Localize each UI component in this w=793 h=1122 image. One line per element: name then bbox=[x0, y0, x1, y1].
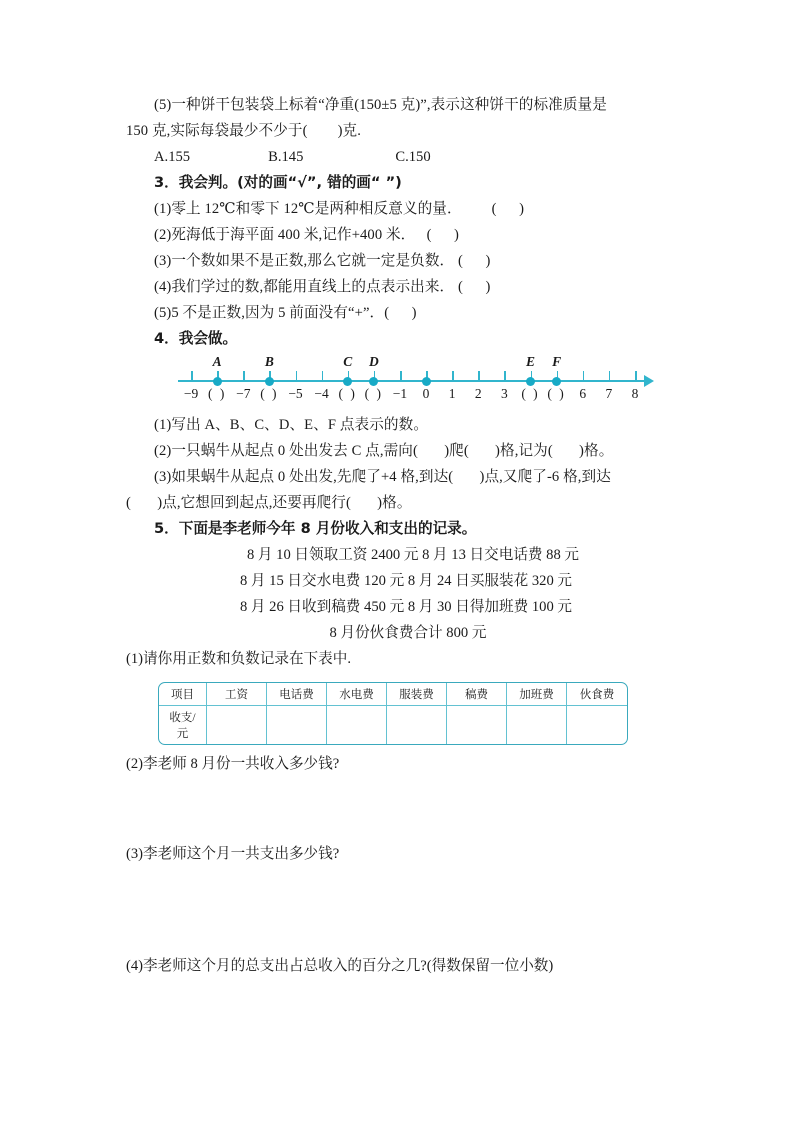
section-4-item-3: (3)如果蜗牛从起点 0 处出发,先爬了+4 格,到达( )点,又爬了-6 格,到达 bbox=[154, 469, 611, 485]
number-line-tick-label: −1 bbox=[392, 386, 408, 401]
table-cell-amount-0[interactable] bbox=[207, 706, 267, 744]
table-header-col-4: 稿费 bbox=[447, 683, 507, 706]
number-line-point-label-c: C bbox=[343, 354, 353, 369]
number-line-blank[interactable]: ( ) bbox=[207, 386, 227, 401]
number-line-tick bbox=[452, 371, 454, 380]
table-cell-amount-3[interactable] bbox=[387, 706, 447, 744]
number-line-blank[interactable]: ( ) bbox=[547, 386, 566, 401]
section-5-record-3: 8 月 26 日收到稿费 450 元 8 月 30 日得加班费 100 元 bbox=[239, 599, 572, 615]
table-header-col-3: 服装费 bbox=[387, 683, 447, 706]
number-line-point-label-e: E bbox=[525, 354, 536, 369]
number-line-tick-label: −9 bbox=[183, 386, 199, 401]
number-line bbox=[178, 356, 658, 410]
table-header-item: 项目 bbox=[159, 683, 207, 706]
number-line-tick-label: 1 bbox=[448, 386, 456, 401]
number-line-point-e bbox=[526, 377, 535, 386]
number-line-tick-label: −7 bbox=[236, 386, 251, 401]
number-line-tick bbox=[243, 371, 245, 380]
number-line-point-f bbox=[552, 377, 561, 386]
section-3-heading: 3．我会判。(对的画“√”, 错的画“ ”) bbox=[154, 174, 402, 191]
table-cell-amount-6[interactable] bbox=[567, 706, 627, 744]
table-cell-amount-1[interactable] bbox=[267, 706, 327, 744]
question-5-line2: 150 克,实际每袋最少不少于( )克. bbox=[126, 123, 361, 139]
table-cell-amount-4[interactable] bbox=[447, 706, 507, 744]
section-4-item-4: ( )点,它想回到起点,还要再爬行( )格。 bbox=[126, 495, 412, 511]
answer-space-2[interactable] bbox=[126, 777, 686, 841]
number-line-point-d bbox=[369, 377, 378, 386]
section-5-record-2: 8 月 15 日交水电费 120 元 8 月 24 日买服装花 320 元 bbox=[239, 573, 572, 589]
number-line-tick-label: 7 bbox=[605, 386, 613, 401]
number-line-point-label-d: D bbox=[368, 354, 379, 369]
table-header-col-1: 电话费 bbox=[267, 683, 327, 706]
section-5-heading: 5．下面是李老师今年 8 月份收入和支出的记录。 bbox=[154, 520, 477, 537]
section-4-heading: 4．我会做。 bbox=[154, 330, 238, 347]
section-3-item-1: (1)零上 12℃和零下 12℃是两种相反意义的量． ( ) bbox=[154, 201, 525, 217]
table-cell-amount-2[interactable] bbox=[327, 706, 387, 744]
section-5-sub-1: (1)请你用正数和负数记录在下表中. bbox=[126, 651, 351, 667]
number-line-tick bbox=[635, 371, 637, 380]
number-line-tick-label: −4 bbox=[314, 386, 329, 401]
income-expense-table-wrap bbox=[158, 682, 686, 745]
table-header-col-6: 伙食费 bbox=[567, 683, 627, 706]
number-line-point-a bbox=[213, 377, 222, 386]
number-line-tick-label: 3 bbox=[501, 386, 508, 401]
question-5-choices bbox=[126, 144, 686, 170]
number-line-tick-label: 2 bbox=[474, 386, 482, 401]
table-header-col-2: 水电费 bbox=[327, 683, 387, 706]
section-4-item-2: (2)一只蜗牛从起点 0 处出发去 C 点,需向( )爬( )格,记为( )格。 bbox=[154, 443, 614, 459]
number-line-tick-label: 0 bbox=[422, 386, 430, 401]
table-header-amount: 收支/元 bbox=[159, 706, 207, 744]
table-cell-amount-5[interactable] bbox=[507, 706, 567, 744]
section-5-record-4: 8 月份伙食费合计 800 元 bbox=[329, 625, 487, 641]
number-line-tick bbox=[478, 371, 480, 380]
section-3-item-3: (3)一个数如果不是正数,那么它就一定是负数． ( ) bbox=[154, 253, 491, 269]
number-line-tick bbox=[400, 371, 402, 380]
worksheet-content bbox=[126, 92, 686, 979]
number-line-point-origin bbox=[422, 377, 431, 386]
table-row bbox=[159, 706, 627, 744]
section-5-sub-2: (2)李老师 8 月份一共收入多少钱? bbox=[126, 756, 340, 772]
number-line-blank[interactable]: ( ) bbox=[260, 386, 279, 401]
section-5-record-1: 8 月 10 日领取工资 2400 元 8 月 13 日交电话费 88 元 bbox=[246, 547, 579, 563]
table-row bbox=[159, 683, 627, 706]
table-header-col-5: 加班费 bbox=[507, 683, 567, 706]
number-line-tick bbox=[191, 371, 193, 380]
choice-b[interactable]: B.145 bbox=[268, 149, 304, 165]
number-line-blank[interactable]: ( ) bbox=[338, 386, 357, 401]
income-expense-table bbox=[158, 682, 628, 745]
section-3-item-5: (5)5 不是正数,因为 5 前面没有“+”．( ) bbox=[154, 305, 417, 321]
number-line-figure bbox=[126, 356, 686, 410]
number-line-tick bbox=[609, 371, 611, 380]
number-line-axis bbox=[178, 380, 648, 382]
number-line-tick-label: −5 bbox=[288, 386, 303, 401]
number-line-point-c bbox=[343, 377, 352, 386]
number-line-point-label-a: A bbox=[212, 354, 222, 369]
number-line-tick bbox=[504, 371, 506, 380]
number-line-tick bbox=[322, 371, 324, 380]
number-line-arrow-icon bbox=[644, 375, 654, 387]
number-line-tick bbox=[583, 371, 585, 380]
choice-a[interactable]: A.155 bbox=[154, 149, 191, 165]
table-header-col-0: 工资 bbox=[207, 683, 267, 706]
number-line-blank[interactable]: ( ) bbox=[521, 386, 540, 401]
section-4-item-1: (1)写出 A、B、C、D、E、F 点表示的数。 bbox=[154, 417, 429, 433]
section-5-sub-3: (3)李老师这个月一共支出多少钱? bbox=[126, 846, 340, 862]
section-3-item-2: (2)死海低于海平面 400 米,记作+400 米． ( ) bbox=[154, 227, 460, 243]
question-5-line1: (5)一种饼干包装袋上标着“净重(150±5 克)”,表示这种饼干的标准质量是 bbox=[154, 97, 607, 113]
choice-c[interactable]: C.150 bbox=[395, 149, 431, 165]
number-line-point-label-f: F bbox=[552, 354, 562, 369]
answer-space-3[interactable] bbox=[126, 867, 686, 953]
number-line-point-b bbox=[265, 377, 274, 386]
number-line-point-label-b: B bbox=[264, 354, 274, 369]
number-line-tick bbox=[296, 371, 298, 380]
section-3-item-4: (4)我们学过的数,都能用直线上的点表示出来． ( ) bbox=[154, 279, 491, 295]
number-line-tick-label: 6 bbox=[579, 386, 587, 401]
number-line-blank[interactable]: ( ) bbox=[364, 386, 384, 401]
section-5-sub-4: (4)李老师这个月的总支出占总收入的百分之几?(得数保留一位小数) bbox=[126, 958, 554, 974]
number-line-tick-label: 8 bbox=[631, 386, 639, 401]
